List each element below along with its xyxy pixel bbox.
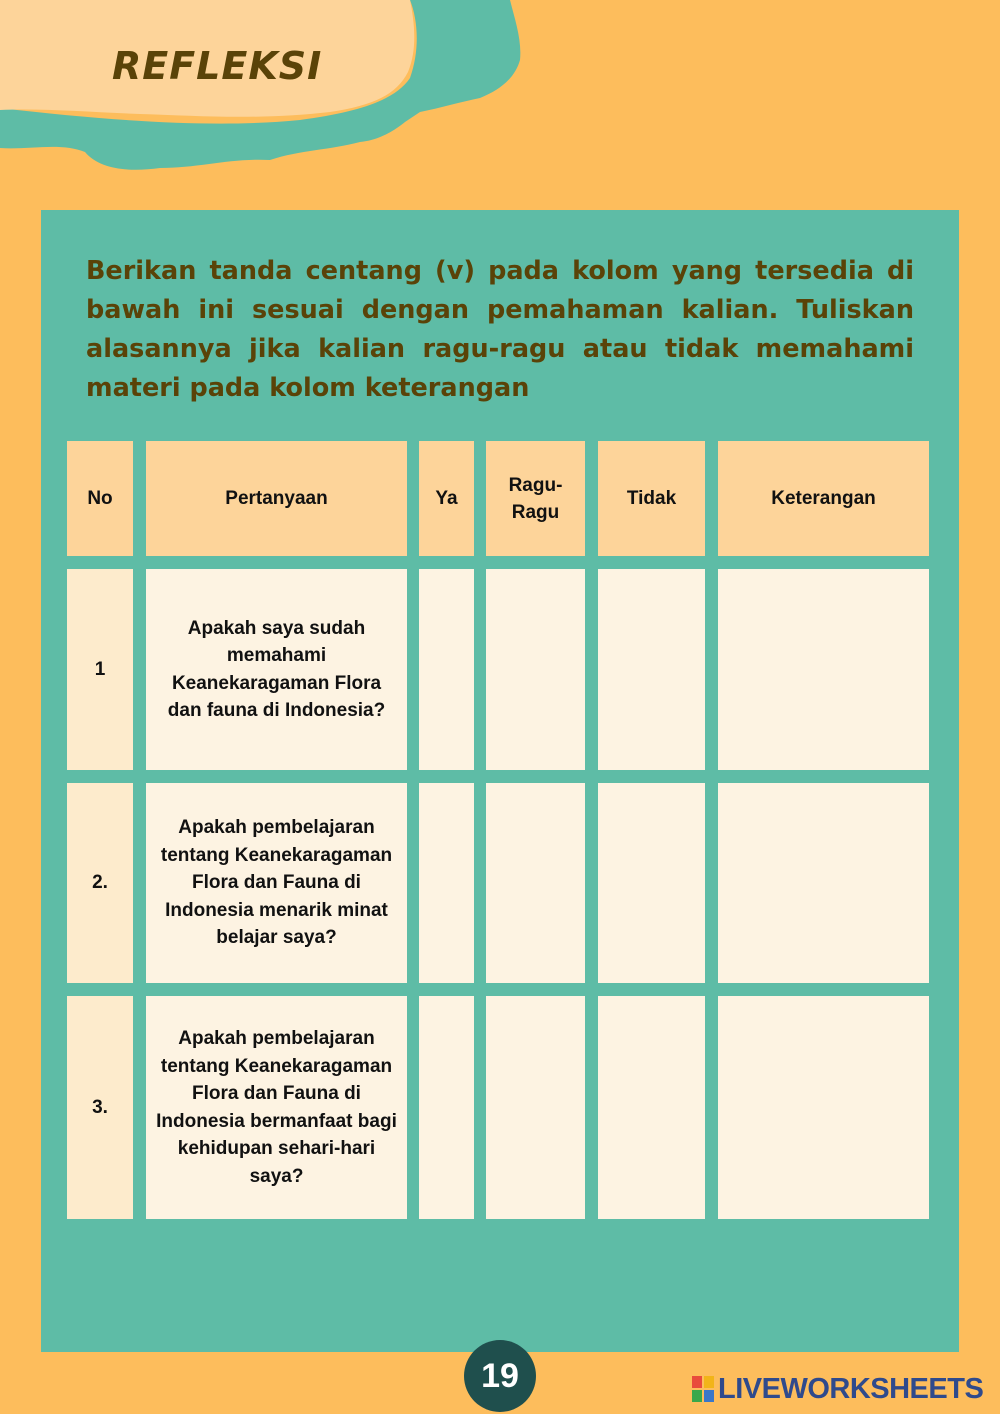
row-1-question: Apakah saya sudah memahami Keanekaragaman Flora dan fauna di Indonesia? xyxy=(146,569,407,770)
instruction-text: Berikan tanda centang (v) pada kolom yang tersedia di bawah ini sesuai dengan pemahaman kalian. Tuliskan alasannya jika kalian ragu-ragu atau tidak memahami materi pada kolom keterangan xyxy=(86,256,914,403)
header-pertanyaan: Pertanyaan xyxy=(146,441,407,556)
brand-text: LIVEWORKSHEETS xyxy=(718,1372,984,1405)
row-2-ragu-checkbox[interactable] xyxy=(486,783,585,983)
row-3-ragu-checkbox[interactable] xyxy=(486,996,585,1219)
row-1-no: 1 xyxy=(67,569,133,770)
header-ragu-ragu: Ragu- Ragu xyxy=(486,441,585,556)
page-title: REFLEKSI xyxy=(112,44,323,88)
row-3-tidak-checkbox[interactable] xyxy=(598,996,705,1219)
row-1-keterangan-input[interactable] xyxy=(718,569,929,770)
row-3-no: 3. xyxy=(67,996,133,1219)
liveworksheets-brand[interactable] xyxy=(692,1372,983,1406)
row-2-no: 2. xyxy=(67,783,133,983)
row-3-question: Apakah pembelajaran tentang Keanekaragaman Flora dan Fauna di Indonesia bermanfaat bagi kehidupan sehari-hari saya? xyxy=(146,996,407,1219)
row-2-keterangan-input[interactable] xyxy=(718,783,929,983)
liveworksheets-logo-icon xyxy=(692,1376,714,1402)
header-keterangan: Keterangan xyxy=(718,441,929,556)
row-2-ya-checkbox[interactable] xyxy=(419,783,474,983)
header-no: No xyxy=(67,441,133,556)
row-1-ya-checkbox[interactable] xyxy=(419,569,474,770)
header-tidak: Tidak xyxy=(598,441,705,556)
page-number-badge: 19 xyxy=(464,1340,536,1412)
row-3-keterangan-input[interactable] xyxy=(718,996,929,1219)
row-1-tidak-checkbox[interactable] xyxy=(598,569,705,770)
row-2-tidak-checkbox[interactable] xyxy=(598,783,705,983)
row-2-question: Apakah pembelajaran tentang Keanekaragaman Flora dan Fauna di Indonesia menarik minat belajar saya? xyxy=(146,783,407,983)
row-1-ragu-checkbox[interactable] xyxy=(486,569,585,770)
header-ya: Ya xyxy=(419,441,474,556)
title-banner xyxy=(0,0,540,200)
row-3-ya-checkbox[interactable] xyxy=(419,996,474,1219)
